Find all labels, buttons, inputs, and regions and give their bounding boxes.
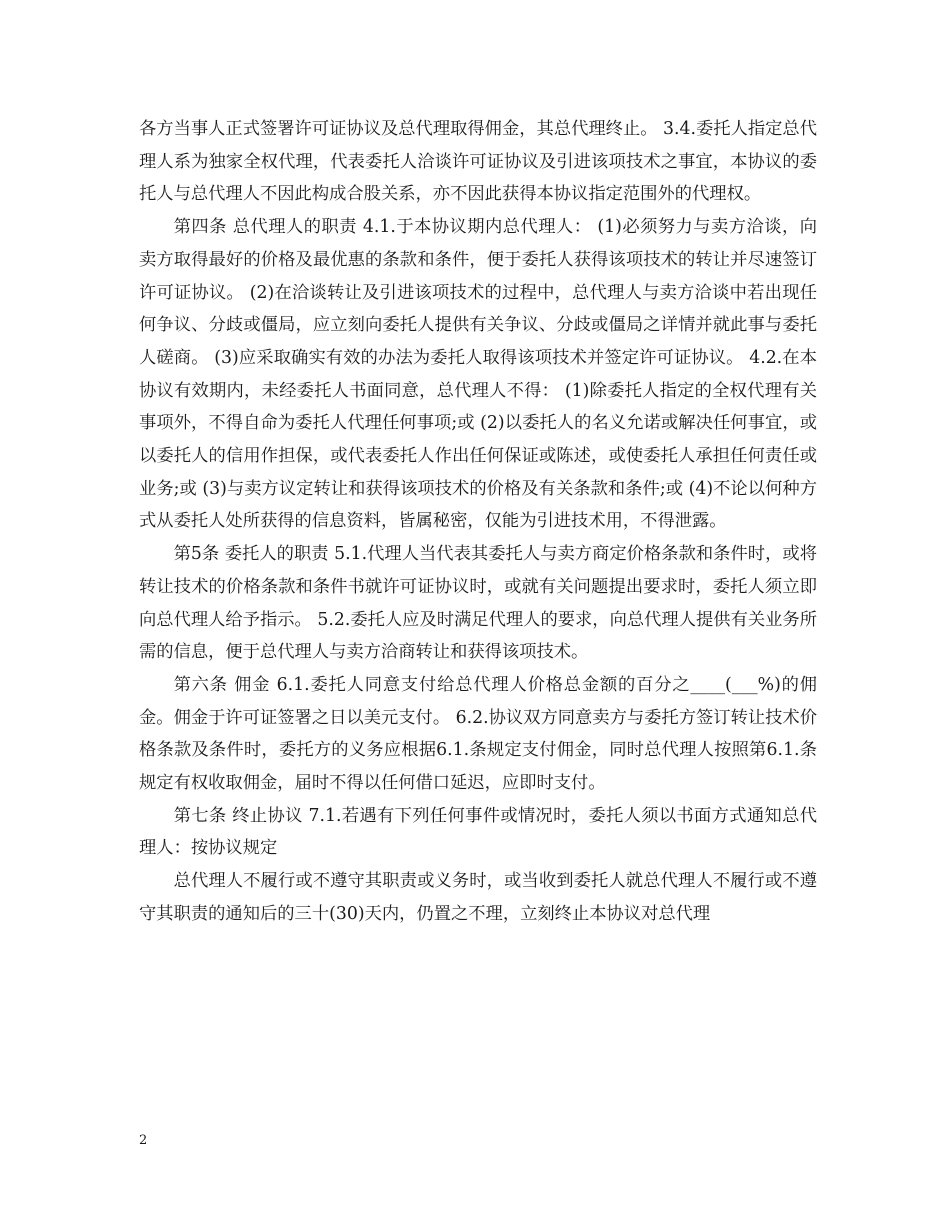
- page-number: 2: [139, 1133, 148, 1148]
- paragraph-section-3-continued: 各方当事人正式签署许可证协议及总代理取得佣金，其总代理终止。 3.4.委托人指定总代理人系为独家全权代理，代表委托人洽谈许可证协议及引进该项技术之事宜，本协议的委托人与总代理人不因此构成合股关系，亦不因此获得本协议指定范围外的代理权。: [139, 119, 817, 205]
- document-body: [139, 113, 817, 931]
- paragraph-article-5: 第5条 委托人的职责 5.1.代理人当代表其委托人与卖方商定价格条款和条件时，或将转让技术的价格条款和条件书就许可证协议时，或就有关问题提出要求时，委托人须立即向总代理人给予指示。 5.2.委托人应及时满足代理人的要求，向总代理人提供有关业务所需的信息，便于总代理人与卖方洽商转让和获得该项技术。: [139, 544, 817, 663]
- paragraph-article-7-continued: 总代理人不履行或不遵守其职责或义务时，或当收到委托人就总代理人不履行或不遵守其职责的通知后的三十(30)天内，仍置之不理，立刻终止本协议对总代理: [139, 871, 817, 924]
- paragraph-article-6: 第六条 佣金 6.1.委托人同意支付给总代理人价格总金额的百分之____(___%)的佣金。佣金于许可证签署之日以美元支付。 6.2.协议双方同意卖方与委托方签订转让技术价格条款及条件时，委托方的义务应根据6.1.条规定支付佣金，同时总代理人按照第6.1.条规定有权收取佣金，届时不得以任何借口延迟，应即时支付。: [139, 674, 817, 794]
- paragraph-article-7: 第七条 终止协议 7.1.若遇有下列任何事件或情况时，委托人须以书面方式通知总代理人：按协议规定: [139, 805, 817, 859]
- paragraph-article-4: 第四条 总代理人的职责 4.1.于本协议期内总代理人： (1)必须努力与卖方洽谈，向卖方取得最好的价格及最优惠的条款和条件，便于委托人获得该项技术的转让并尽速签订许可证协议。 (2)在洽谈转让及引进该项技术的过程中，总代理人与卖方洽谈中若出现任何争议、分歧或僵局，应立刻向委托人提供有关争议、分歧或僵局之详情并就此事与委托人磋商。 (3)应采取确实有效的办法为委托人取得该项技术并签定许可证协议。 4.2.在本协议有效期内，未经委托人书面同意，总代理人不得： (1)除委托人指定的全权代理有关事项外，不得自命为委托人代理任何事项;或 (2)以委托人的名义允诺或解决任何事宜，或以委托人的信用作担保，或代表委托人作出任何保证或陈述，或使委托人承担任何责任或业务;或 (3)与卖方议定转让和获得该项技术的价格及有关条款和条件;或 (4)不论以何种方式从委托人处所获得的信息资料，皆属秘密，仅能为引进技术用，不得泄露。: [139, 217, 817, 532]
